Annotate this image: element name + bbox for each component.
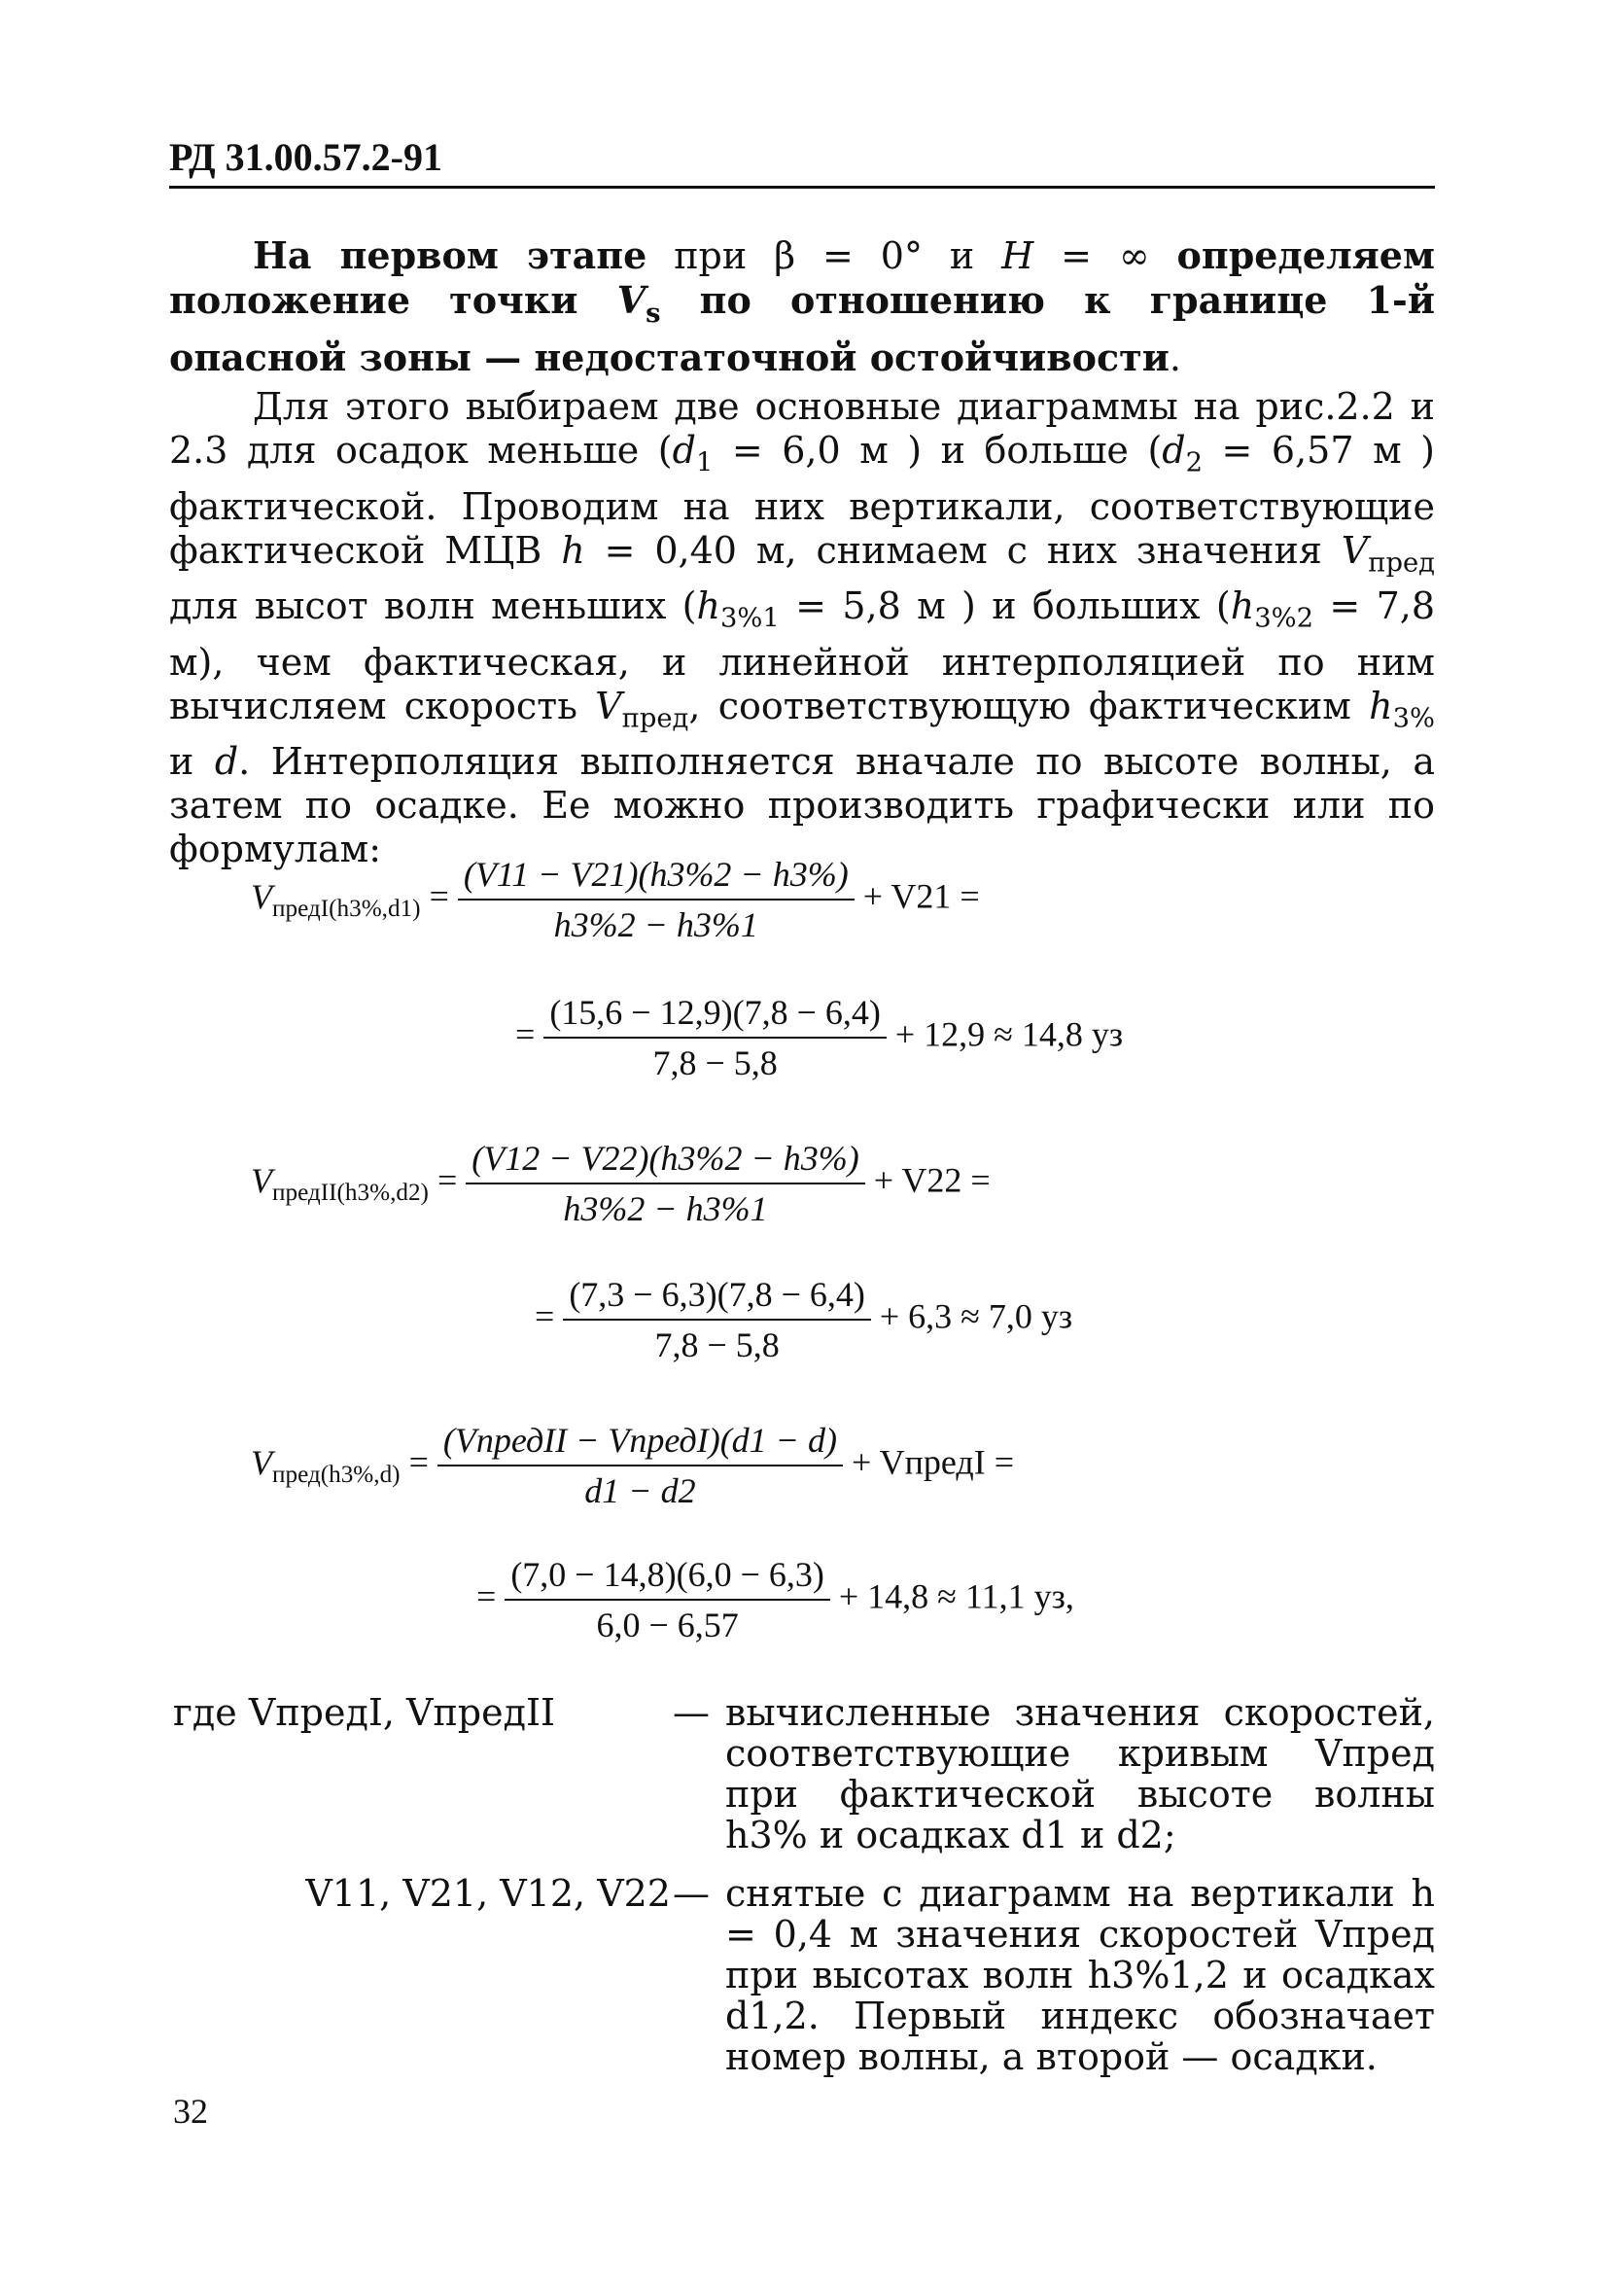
equation-3-fraction: $\frac{\text{(VпредII − VпредI)(d1 − d)}}{d1 - d2}$ <box>437 1420 843 1511</box>
equation-1-row-1: $V_{предI(h3\%,d1)}$ = $\frac{(V11 - V21)(h3\%2 - h3\%)}{h3\%2 - h3\%1}$ + V21 = <box>251 855 980 944</box>
definition-1-text: вычисленные значения скоростей, соответствующие кривым Vпред при фактической высоте волны h3% и осадках d1 и d2; <box>725 1691 1435 1856</box>
equation-1-lhs: $V_{предI(h3\%,d1)}$ <box>251 876 421 923</box>
page-number: 32 <box>173 2092 208 2131</box>
definition-1-dash: — <box>673 1691 710 1734</box>
paragraph-method: Для этого выбираем две основные диаграммы на рис.2.2 и 2.3 для осадок меньше ($d_1 = 6,0$ м ) и больше ($d_2 = 6,57$ м ) фактической. Проводим на них вертикали, соответствующие фактической МЦВ h = 0,40 м, снимаем с них значения $V_{пред}$ для высот волн меньших ($h_{3\%1} = 5,8$ м ) и больших ($h_{3\%2} = 7,8$ м), чем фактическая, и линейной интерполяцией по ним вычисляем скорость $V_{пред}$, соответствующую фактическим $h_{3\%}$ и d. Интерполяция выполняется вначале по высоте волны, а затем по осадке. Ее можно производить графически или по формулам: <box>169 385 1436 871</box>
definition-2-dash: — <box>673 1872 710 1915</box>
equation-2-fraction: $\frac{(V12 - V22)(h3\%2 - h3\%)}{h3\%2 - h3\%1}$ <box>466 1138 865 1229</box>
paragraph-stage-one: На первом этапе при β = 0° и H = ∞ определяем положение точки $V_s$ по отношению к границе 1-й опасной зоны — недостаточной остойчивости. <box>169 233 1435 379</box>
equation-3-lhs: $V_{пред(h3\%,d)}$ <box>251 1442 401 1489</box>
equation-1-fraction: $\frac{(V11 - V21)(h3\%2 - h3\%)}{h3\%2 - h3\%1}$ <box>458 854 855 945</box>
equation-3-row-1: $V_{пред(h3\%,d)}$ = $\frac{\text{(VпредII − VпредI)(d1 − d)}}{d1 - d2}$ + VпредI = <box>251 1421 1014 1510</box>
equation-2-numeric-fraction: $\frac{(7,3 - 6,3)(7,8 - 6,4)}{7,8 - 5,8}$ <box>563 1274 871 1365</box>
equation-3-row-2: = $\frac{(7,0 - 14,8)(6,0 - 6,3)}{6,0 - 6,57}$ + 14,8 ≈ 11,1 уз, <box>476 1555 1074 1644</box>
equation-1-numeric-fraction: $\frac{(15,6 - 12,9)(7,8 - 6,4)}{7,8 - 5,8}$ <box>543 992 887 1083</box>
document-header: РД 31.00.57.2-91 <box>169 134 1435 189</box>
definition-2-text: снятые с диаграмм на вертикали h = 0,4 м значения скоростей Vпред при высотах волн h3%1,2 и осадках d1,2. Первый индекс обозначает номер волны, а второй — осадки. <box>725 1872 1435 2078</box>
definition-2-label: V11, V21, V12, V22 <box>305 1872 671 1915</box>
equation-2-row-1: $V_{предII(h3\%,d2)}$ = $\frac{(V12 - V22)(h3\%2 - h3\%)}{h3\%2 - h3\%1}$ + V22 = <box>251 1139 991 1228</box>
equation-1-row-2: = $\frac{(15,6 - 12,9)(7,8 - 6,4)}{7,8 - 5,8}$ + 12,9 ≈ 14,8 уз <box>515 993 1124 1082</box>
bold-lead: На первом этапе <box>253 233 647 277</box>
equation-2-lhs: $V_{предII(h3\%,d2)}$ <box>251 1160 429 1207</box>
equation-2-row-2: = $\frac{(7,3 - 6,3)(7,8 - 6,4)}{7,8 - 5,8}$ + 6,3 ≈ 7,0 уз <box>535 1275 1073 1364</box>
equation-3-numeric-fraction: $\frac{(7,0 - 14,8)(6,0 - 6,3)}{6,0 - 6,57}$ <box>505 1554 830 1645</box>
definition-1-label: где VпредI, VпредII <box>173 1691 556 1734</box>
